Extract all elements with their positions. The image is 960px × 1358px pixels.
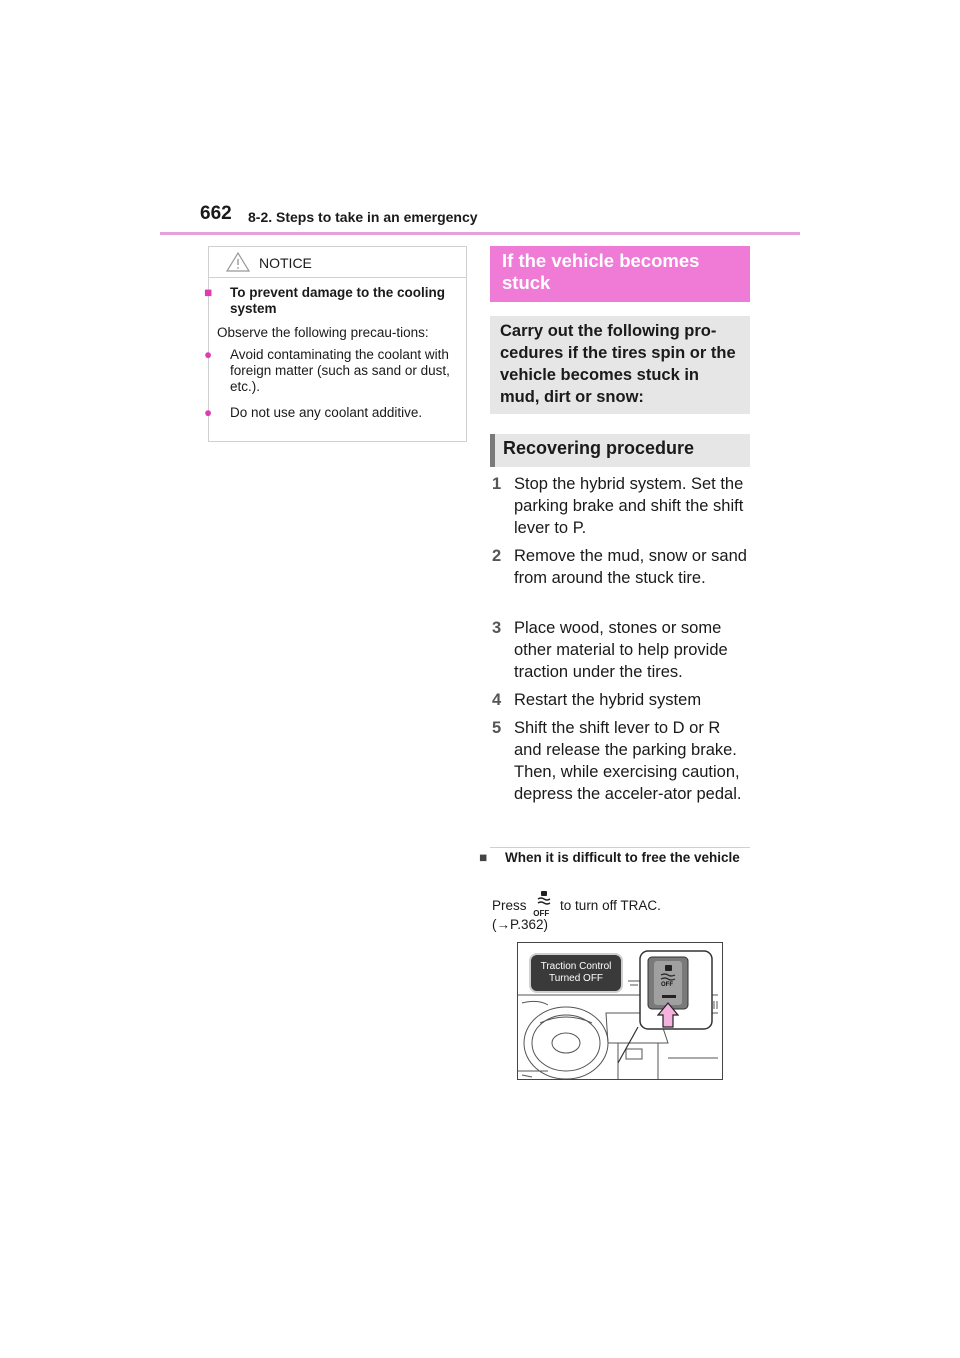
dashboard-illustration xyxy=(517,942,723,1080)
square-bullet-icon: ■ xyxy=(204,285,213,300)
message-line1: Traction Control xyxy=(540,961,612,972)
page-number: 662 xyxy=(200,203,232,224)
step-number: 5 xyxy=(492,719,502,737)
procedure-heading: Recovering procedure xyxy=(490,434,750,467)
notice-header xyxy=(209,247,466,278)
note-title xyxy=(479,850,763,866)
stuck-heading: If the vehicle becomes stuck xyxy=(490,246,750,302)
traction-message-popup xyxy=(529,953,623,993)
section-title: 8-2. Steps to take in an emergency xyxy=(248,209,478,225)
trac-off-icon xyxy=(530,894,556,916)
notice-label: NOTICE xyxy=(259,255,312,271)
square-bullet-icon: ■ xyxy=(479,850,488,865)
page-reference: (→P.362) xyxy=(492,917,549,932)
off-button-label: OFF xyxy=(661,982,673,988)
notice-subhead: To prevent damage to the cooling system xyxy=(230,285,446,316)
step-text: Restart the hybrid system xyxy=(514,691,702,709)
notice-item: Do not use any coolant additive. xyxy=(230,405,423,420)
press-after: to turn off TRAC. xyxy=(560,898,661,913)
step-text: Place wood, stones or some other material to help provide traction under the tires. xyxy=(514,619,728,681)
step-number: 3 xyxy=(492,619,502,637)
divider xyxy=(490,847,750,848)
notice-item: Avoid contaminating the coolant with foreign matter (such as sand or dust, etc.). xyxy=(230,347,450,394)
step-text: Shift the shift lever to D or R and release the parking brake. Then, while exercising caution, depress the acceler-ator pedal. xyxy=(514,719,742,803)
press-instruction xyxy=(492,894,750,933)
trac-off-label: OFF xyxy=(533,909,550,918)
bullet-icon: ● xyxy=(204,347,213,362)
header-rule xyxy=(160,232,800,235)
step-text: Stop the hybrid system. Set the parking brake and shift the shift lever to P. xyxy=(514,475,744,537)
note-title-text: When it is difficult to free the vehicle xyxy=(505,850,740,865)
step-number: 1 xyxy=(492,475,502,493)
stuck-intro: Carry out the following pro-cedures if the tires spin or the vehicle becomes stuck in mud, dirt or snow: xyxy=(490,316,750,414)
step-text: Remove the mud, snow or sand from around the stuck tire. xyxy=(514,547,747,587)
press-before: Press xyxy=(492,898,527,913)
bullet-icon: ● xyxy=(204,405,213,420)
step-number: 4 xyxy=(492,691,502,709)
notice-box xyxy=(204,246,467,442)
message-line2: Turned OFF xyxy=(548,973,604,984)
notice-intro: Observe the following precau-tions: xyxy=(217,325,429,340)
warning-icon xyxy=(226,252,250,272)
step-number: 2 xyxy=(492,547,502,565)
